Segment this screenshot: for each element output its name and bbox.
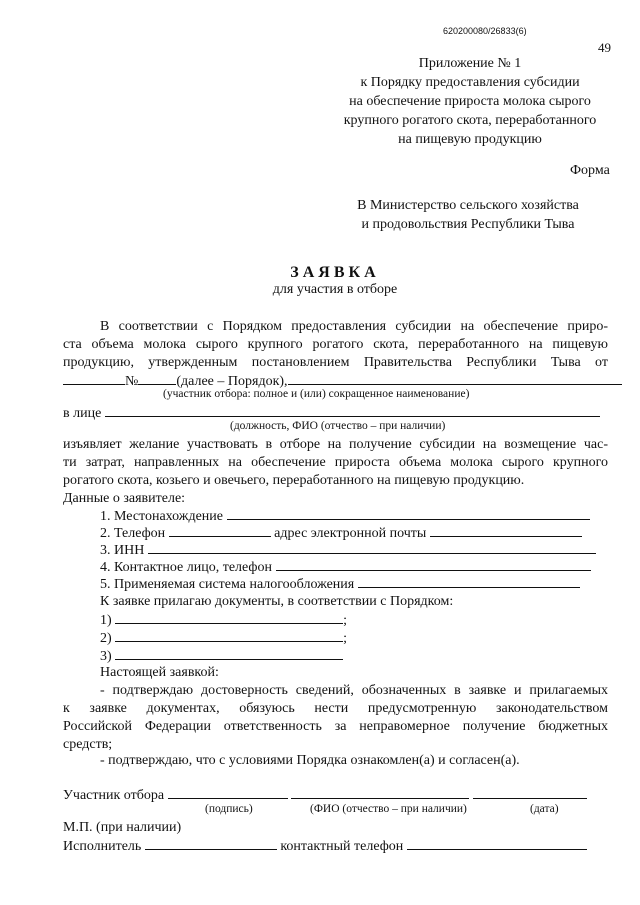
appendix-line-5: на пищевую продукцию [398,132,542,147]
seal-label: М.П. (при наличии) [63,820,182,835]
field-phone-email: 2. Телефон адрес электронной почты [100,524,582,542]
signature-blank[interactable] [168,786,288,799]
number-blank[interactable] [138,372,176,385]
doc-item-1: 1) ; [100,613,348,628]
intro-line-2: ста объема молока сырого крупного рогатого скота, переработанного на пищевую [63,337,608,352]
contact-blank[interactable] [276,558,591,571]
inn-blank[interactable] [148,541,596,554]
doc-item-2: 2) ; [100,631,348,646]
confirm-1-line-2: к заявке документах, обязуюсь нести предусмотренную законодательством [63,701,608,716]
intro-line-3: продукцию, утвержденным постановлением Правительства Республики Тыва от [63,355,608,370]
executor-line: Исполнитель контактный телефон [63,837,587,855]
page-number: 49 [598,40,611,55]
appendix-line-4: крупного рогатого скота, переработанного [343,113,597,128]
tax-system-blank[interactable] [358,575,580,588]
confirm-1-line-1: - подтверждаю достоверность сведений, обозначенных в заявке и прилагаемых [100,683,608,698]
appendix-line-1: Приложение № 1 [418,56,522,71]
document-title: ЗАЯВКА [290,264,380,281]
body-line-2: ти затрат, направленных на обеспечение прироста объема молока сырого крупного [63,455,608,470]
location-blank[interactable] [227,507,590,520]
caption-fio: (ФИО (отчество – при наличии) [310,803,467,815]
form-label: Форма [570,163,610,178]
representative-blank[interactable] [105,404,600,417]
applicant-header: Данные о заявителе: [63,491,186,506]
intro-line-4: № (далее – Порядок), [63,372,622,390]
recipient-line-1: В Министерство сельского хозяйства [357,198,579,213]
doc-2-blank[interactable] [115,629,343,642]
field-location: 1. Местонахождение [100,507,590,525]
intro-line-1: В соответствии с Порядком предоставления субсидии на обеспечение приро- [100,319,608,334]
confirm-header: Настоящей заявкой: [100,665,219,680]
body-line-3: рогатого скота, козьего и овечьего, переработанного на пищевую продукцию. [63,473,525,488]
doc-3-blank[interactable] [115,647,343,660]
field-contact: 4. Контактное лицо, телефон [100,558,591,576]
fio-blank[interactable] [291,786,469,799]
doc-1-blank[interactable] [115,611,343,624]
confirm-2: - подтверждаю, что с условиями Порядка ознакомлен(а) и согласен(а). [100,753,520,768]
caption-signature: (подпись) [205,803,253,815]
executor-phone-blank[interactable] [407,837,587,850]
intro-line-5: в лице [63,404,600,422]
confirm-1-line-4: средств; [63,737,113,752]
body-line-1: изъявляет желание участвовать в отборе на получение субсидии на возмещение час- [63,437,608,452]
doc-item-3: 3) [100,647,343,665]
email-blank[interactable] [430,524,582,537]
field-tax-system: 5. Применяемая система налогообложения [100,575,580,593]
document-subtitle: для участия в отборе [272,282,398,297]
signature-line: Участник отбора [63,786,587,804]
representative-caption: (должность, ФИО (отчество – при наличии) [230,420,446,432]
participant-caption: (участник отбора: полное и (или) сокращенное наименование) [163,388,470,400]
docs-header: К заявке прилагаю документы, в соответствии с Порядком: [100,594,454,609]
date-sign-blank[interactable] [473,786,587,799]
appendix-line-2: к Порядку предоставления субсидии [360,75,580,90]
appendix-line-3: на обеспечение прироста молока сырого [349,94,591,109]
confirm-1-line-3: Российской Федерации ответственность за неправомерное получение бюджетных [63,719,608,734]
field-inn: 3. ИНН [100,541,596,559]
participant-name-blank[interactable] [288,372,622,385]
executor-blank[interactable] [145,837,277,850]
document-code: 620200080/26833(6) [443,26,527,36]
recipient-line-2: и продовольствия Республики Тыва [361,217,575,232]
caption-date: (дата) [530,803,559,815]
phone-blank[interactable] [169,524,271,537]
date-blank[interactable] [63,372,125,385]
